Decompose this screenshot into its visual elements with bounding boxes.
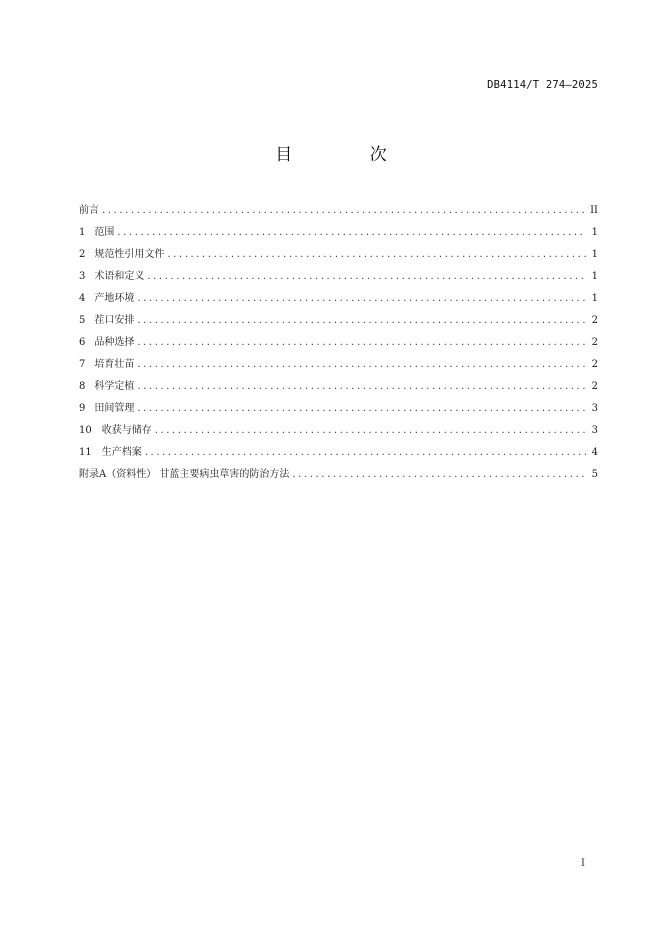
toc-item-title: 培育壮苗 bbox=[94, 359, 135, 370]
toc-dot-leader bbox=[137, 376, 585, 398]
toc-item-number: 11 bbox=[79, 447, 92, 458]
toc-item-number: 4 bbox=[79, 293, 86, 304]
toc-item-number: 8 bbox=[79, 381, 86, 392]
toc-item-title: 收获与储存 bbox=[101, 425, 152, 436]
toc-item-page: 2 bbox=[591, 337, 598, 348]
toc-item-page: 5 bbox=[591, 469, 598, 480]
toc-item-page: II bbox=[590, 205, 598, 216]
toc-item-title: 科学定植 bbox=[94, 381, 135, 392]
toc-item-crop-rotation[interactable] bbox=[79, 310, 598, 332]
toc-item-foreword[interactable] bbox=[79, 200, 598, 222]
toc-item-page: 4 bbox=[591, 447, 598, 458]
toc-item-page: 2 bbox=[591, 359, 598, 370]
toc-item-field-management[interactable] bbox=[79, 398, 598, 420]
toc-item-scope[interactable] bbox=[79, 222, 598, 244]
toc-item-title: 范围 bbox=[94, 227, 115, 238]
toc-item-page: 1 bbox=[591, 271, 598, 282]
toc-item-transplanting[interactable] bbox=[79, 376, 598, 398]
toc-item-title: 术语和定义 bbox=[94, 271, 145, 282]
toc-dot-leader bbox=[147, 266, 585, 288]
toc-item-title: 产地环境 bbox=[94, 293, 135, 304]
toc-dot-leader bbox=[137, 354, 585, 376]
toc-item-title: 规范性引用文件 bbox=[94, 249, 165, 260]
toc-item-appendix-a[interactable] bbox=[79, 464, 598, 486]
toc-item-production-records[interactable] bbox=[79, 442, 598, 464]
toc-item-title: 茬口安排 bbox=[94, 315, 135, 326]
toc-item-title: 田间管理 bbox=[94, 403, 135, 414]
toc-dot-leader bbox=[117, 222, 585, 244]
toc-item-harvest-storage[interactable] bbox=[79, 420, 598, 442]
toc-item-number: 6 bbox=[79, 337, 86, 348]
toc-dot-leader bbox=[137, 288, 585, 310]
toc-title: 目 次 bbox=[275, 145, 423, 165]
toc-dot-leader bbox=[102, 200, 584, 222]
toc-item-number: 5 bbox=[79, 315, 86, 326]
toc-dot-leader bbox=[137, 332, 585, 354]
toc-item-seedling-cultivation[interactable] bbox=[79, 354, 598, 376]
toc-dot-leader bbox=[137, 310, 585, 332]
page-number: I bbox=[581, 858, 585, 869]
toc-item-number: 2 bbox=[79, 249, 86, 260]
toc-item-terms-definitions[interactable] bbox=[79, 266, 598, 288]
toc-dot-leader bbox=[292, 464, 585, 486]
toc-item-number: 3 bbox=[79, 271, 86, 282]
toc-list bbox=[79, 200, 598, 486]
toc-item-title: 生产档案 bbox=[101, 447, 142, 458]
toc-dot-leader bbox=[155, 420, 586, 442]
toc-item-number: 10 bbox=[79, 425, 92, 436]
toc-dot-leader bbox=[145, 442, 586, 464]
toc-item-production-environment[interactable] bbox=[79, 288, 598, 310]
toc-item-variety-selection[interactable] bbox=[79, 332, 598, 354]
toc-item-page: 1 bbox=[591, 249, 598, 260]
toc-item-title: 品种选择 bbox=[94, 337, 135, 348]
toc-item-number: 7 bbox=[79, 359, 86, 370]
toc-item-page: 1 bbox=[591, 227, 598, 238]
toc-dot-leader bbox=[137, 398, 585, 420]
toc-dot-leader bbox=[167, 244, 585, 266]
toc-item-number: 1 bbox=[79, 227, 86, 238]
document-code: DB4114/T 274—2025 bbox=[487, 79, 598, 91]
toc-item-page: 1 bbox=[591, 293, 598, 304]
toc-item-page: 3 bbox=[591, 425, 598, 436]
toc-item-number: 9 bbox=[79, 403, 86, 414]
toc-item-title: 附录A（资料性） 甘蓝主要病虫草害的防治方法 bbox=[79, 469, 290, 480]
toc-item-page: 2 bbox=[591, 381, 598, 392]
toc-item-page: 3 bbox=[591, 403, 598, 414]
toc-item-normative-references[interactable] bbox=[79, 244, 598, 266]
toc-item-title: 前言 bbox=[79, 205, 99, 216]
toc-item-page: 2 bbox=[591, 315, 598, 326]
